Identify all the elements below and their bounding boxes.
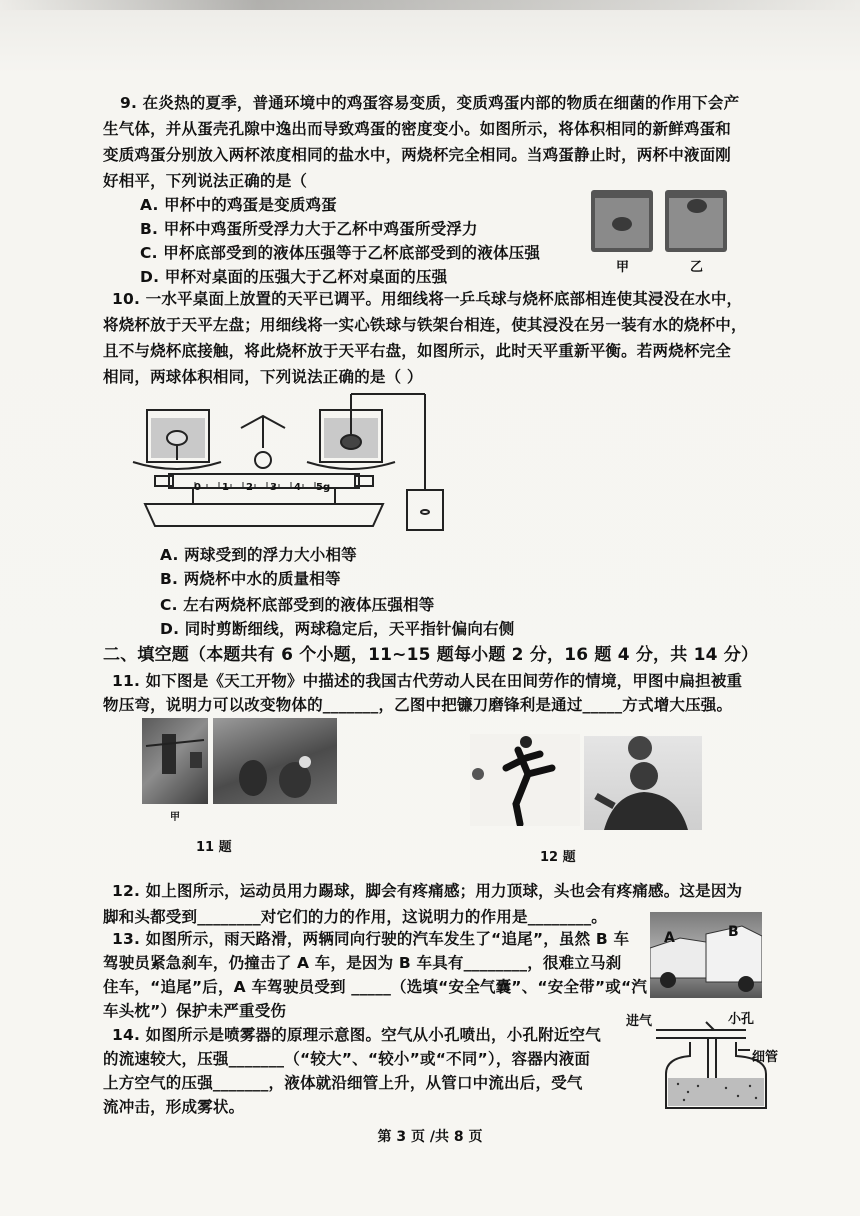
q11-photo-jia <box>142 718 208 804</box>
q13-line-1: 13. 如图所示，雨天路滑，两辆同向行驶的汽车发生了“追尾”，虽然 B 车 <box>112 930 630 948</box>
beaker-label-jia: 甲 <box>616 260 630 275</box>
scale-label-2: 2 <box>246 482 253 493</box>
q14-line-4: 流冲击，形成雾状。 <box>103 1098 245 1116</box>
q12-caption: 12 题 <box>540 850 576 865</box>
q10-option-c: C. 左右两烧杯底部受到的液体压强相等 <box>160 596 435 614</box>
sprayer-label-tube: 细管 <box>752 1050 779 1065</box>
q14-line-3: 上方空气的压强_______，液体就沿细管上升，从管口中流出后，受气 <box>103 1074 583 1092</box>
q9-option-b: B. 甲杯中鸡蛋所受浮力大于乙杯中鸡蛋所受浮力 <box>140 220 478 238</box>
q14-line-2: 的流速较大，压强_______（“较大”、“较小”或“不同”），容器内液面 <box>103 1050 591 1068</box>
section-2-heading: 二、填空题（本题共有 6 个小题，11~15 题每小题 2 分，16 题 4 分，共 14 分） <box>103 645 759 665</box>
beaker-label-yi: 乙 <box>690 260 704 275</box>
q14-line-1: 14. 如图所示是喷雾器的原理示意图。空气从小孔喷出，小孔附近空气 <box>112 1026 601 1044</box>
q9-option-a: A. 甲杯中的鸡蛋是变质鸡蛋 <box>140 196 337 214</box>
q12-photo-kick <box>470 734 580 826</box>
scale-label-1: 1 <box>222 482 229 493</box>
car-label-a: A <box>664 930 675 946</box>
q9-option-d: D. 甲杯对桌面的压强大于乙杯对桌面的压强 <box>140 268 448 286</box>
q12-line-2: 脚和头都受到________对它们的力的作用，这说明力的作用是________。 <box>103 908 608 926</box>
q10-line-3: 且不与烧杯底接触，将此烧杯放于天平右盘，如图所示，此时天平重新平衡。若两烧杯完全 <box>103 342 732 360</box>
page-number-footer: 第 3 页 /共 8 页 <box>377 1129 483 1145</box>
q9-line-4: 好相平，下列说法正确的是（ <box>103 172 308 190</box>
q13-line-4: 车头枕”）保护未严重受伤 <box>103 1002 287 1020</box>
sprayer-label-hole: 小孔 <box>728 1012 755 1027</box>
q10-line-4: 相同，两球体积相同，下列说法正确的是（ ） <box>103 368 423 386</box>
q13-car-photo <box>650 912 762 998</box>
scale-label-0: 0 <box>194 482 201 493</box>
q10-line-1: 10. 一水平桌面上放置的天平已调平。用细线将一乒乓球与烧杯底部相连使其浸没在水中， <box>112 290 743 308</box>
q11-caption: 11 题 <box>196 840 232 855</box>
q11-photo-yi <box>213 718 337 804</box>
sprayer-label-inlet: 进气 <box>626 1014 653 1029</box>
scale-label-4: 4 <box>294 482 301 493</box>
q9-line-3: 变质鸡蛋分别放入两杯浓度相同的盐水中，两烧杯完全相同。当鸡蛋静止时，两杯中液面刚 <box>103 146 732 164</box>
q9-line-1: 9. 在炎热的夏季，普通环境中的鸡蛋容易变质，变质鸡蛋内部的物质在细菌的作用下会产 <box>120 94 740 112</box>
egg-beakers-figure <box>585 184 735 274</box>
car-label-b: B <box>728 924 739 940</box>
q11-line-2: 物压弯，说明力可以改变物体的_______，乙图中把镰刀磨锋利是通过_____方式增大压强。 <box>103 696 733 714</box>
q12-line-1: 12. 如上图所示，运动员用力踢球，脚会有疼痛感；用力顶球，头也会有疼痛感。这是因为 <box>112 882 743 900</box>
q13-line-3: 住车，“追尾”后，A 车驾驶员受到 _____（选填“安全气囊”、“安全带”或“汽 <box>103 978 648 996</box>
q12-photo-header <box>584 736 702 830</box>
scale-label-3: 3 <box>270 482 277 493</box>
q10-line-2: 将烧杯放于天平左盘；用细线将一实心铁球与铁架台相连，使其浸没在另一装有水的烧杯中， <box>103 316 747 334</box>
q10-option-a: A. 两球受到的浮力大小相等 <box>160 546 357 564</box>
q9-line-2: 生气体，并从蛋壳孔隙中逸出而导致鸡蛋的密度变小。如图所示，将体积相同的新鲜鸡蛋和 <box>103 120 732 138</box>
q11-photo-label: 甲 <box>170 812 180 823</box>
q10-option-b: B. 两烧杯中水的质量相等 <box>160 570 341 588</box>
scale-label-5: 5g <box>316 482 331 493</box>
q11-line-1: 11. 如下图是《天工开物》中描述的我国古代劳动人民在田间劳作的情境，甲图中扁担被重 <box>112 672 743 690</box>
q13-line-2: 驾驶员紧急刹车，仍撞击了 A 车，是因为 B 车具有________，很难立马刹 <box>103 954 622 972</box>
scan-edge-shadow <box>0 0 860 10</box>
balance-figure <box>125 388 455 538</box>
q9-option-c: C. 甲杯底部受到的液体压强等于乙杯底部受到的液体压强 <box>140 244 541 262</box>
q10-option-d: D. 同时剪断细线，两球稳定后，天平指针偏向右侧 <box>160 620 515 638</box>
